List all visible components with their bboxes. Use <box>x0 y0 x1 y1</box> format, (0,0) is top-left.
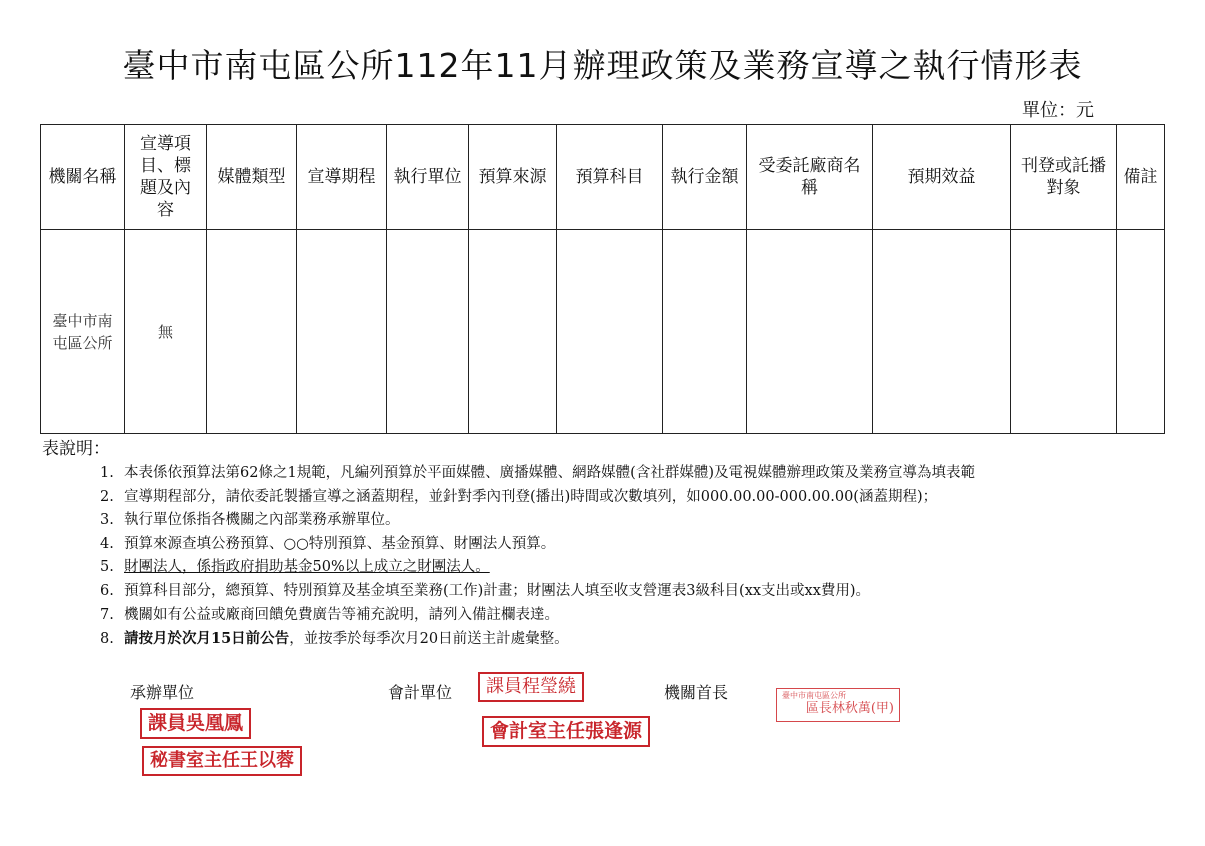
unit-label: 單位：元 <box>1022 100 1094 121</box>
header-target-audience: 刊登或託播對象 <box>1011 125 1117 230</box>
header-executing-unit: 執行單位 <box>387 125 469 230</box>
organizer-label: 承辦單位 <box>130 683 195 702</box>
secretary-stamp: 秘書室主任王以蓉 <box>142 746 302 776</box>
note-item: 3. 執行單位係指各機關之內部業務承辦單位。 <box>100 512 400 529</box>
execution-table <box>40 124 1165 434</box>
page-title: 臺中市南屯區公所112年11月辦理政策及業務宣導之執行情形表 <box>122 46 1083 85</box>
accounting-head-stamp: 會計室主任張逢源 <box>482 716 650 747</box>
legend-title: 表說明： <box>42 439 110 459</box>
cell-contractor-name <box>747 230 873 434</box>
cell-promotion-period <box>297 230 387 434</box>
header-promotion-period: 宣導期程 <box>297 125 387 230</box>
note-item: 8. 請按月於次月15日前公告，並按季於每季次月20日前送主計處彙整。 <box>100 630 569 648</box>
cell-executing-unit <box>387 230 469 434</box>
notes-list <box>100 462 1200 651</box>
district-chief-stamp: 臺中市南屯區公所 區長林秋萬(甲) <box>776 688 900 722</box>
note-item: 1. 本表係依預算法第62條之1規範，凡編列預算於平面媒體、廣播媒體、網路媒體(含社群媒體)及電視媒體辦理政策及業務宣導為填表範 <box>100 465 975 481</box>
header-budget-item: 預算科目 <box>557 125 663 230</box>
cell-budget-source <box>469 230 557 434</box>
header-agency-name: 機關名稱 <box>41 125 125 230</box>
cell-executed-amount <box>663 230 747 434</box>
note-item: 7. 機關如有公益或廠商回饋免費廣告等補充說明，請列入備註欄表達。 <box>100 606 559 623</box>
cell-target-audience <box>1011 230 1117 434</box>
cell-expected-benefit <box>873 230 1011 434</box>
accounting-label: 會計單位 <box>388 683 453 702</box>
table-row <box>41 230 1165 434</box>
cell-agency-name: 臺中市南屯區公所 <box>41 230 125 434</box>
header-promotion-item: 宣導項目、標題及內容 <box>125 125 207 230</box>
head-label: 機關首長 <box>664 683 729 702</box>
header-budget-source: 預算來源 <box>469 125 557 230</box>
table-header-row <box>41 125 1165 230</box>
accounting-staff-stamp: 課員程瑩繞 <box>478 672 584 702</box>
note-item: 4. 預算來源查填公務預算、○○特別預算、基金預算、財團法人預算。 <box>100 535 556 552</box>
note-item: 6. 預算科目部分，總預算、特別預算及基金填至業務(工作)計畫；財團法人填至收支營運表3級科目(xx支出或xx費用)。 <box>100 582 871 599</box>
cell-budget-item <box>557 230 663 434</box>
note-item: 2. 宣導期程部分，請依委託製播宣導之涵蓋期程，並針對季內刊登(播出)時間或次數填列，如000.00.00-000.00.00(涵蓋期程)； <box>100 488 938 505</box>
note-item: 5. 財團法人，係指政府捐助基金50%以上成立之財團法人。 <box>100 559 490 576</box>
cell-remarks <box>1117 230 1165 434</box>
cell-media-type <box>207 230 297 434</box>
header-contractor-name: 受委託廠商名稱 <box>747 125 873 230</box>
organizer-staff-stamp: 課員吳凰鳳 <box>140 708 251 739</box>
header-expected-benefit: 預期效益 <box>873 125 1011 230</box>
header-media-type: 媒體類型 <box>207 125 297 230</box>
header-executed-amount: 執行金額 <box>663 125 747 230</box>
header-remarks: 備註 <box>1117 125 1165 230</box>
cell-promotion-item: 無 <box>125 230 207 434</box>
